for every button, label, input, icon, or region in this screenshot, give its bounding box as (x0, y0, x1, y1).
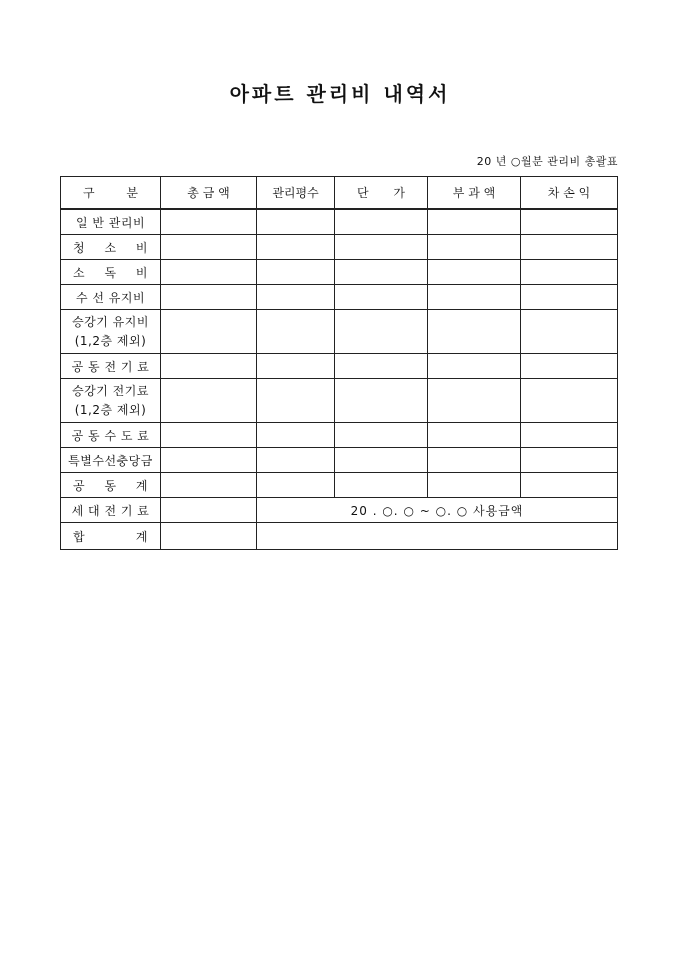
table-row (61, 235, 618, 260)
table-cell (257, 209, 335, 235)
table-cell (257, 379, 335, 423)
table-cell (521, 285, 618, 310)
table-cell (161, 379, 257, 423)
table-row (61, 473, 618, 498)
table-cell (521, 379, 618, 423)
table-cell (521, 473, 618, 498)
table-cell (521, 448, 618, 473)
table-cell (521, 354, 618, 379)
table-cell (161, 260, 257, 285)
table-row (61, 285, 618, 310)
table-row (61, 523, 618, 550)
row-label-special-repair-reserve: 특별수선충당금 (61, 448, 161, 473)
table-cell (428, 235, 521, 260)
row-label-household-electricity: 세 대 전 기 료 (61, 498, 161, 523)
table-cell (161, 498, 257, 523)
table-cell (257, 285, 335, 310)
electric-usage-period-cell: 20 . ○. ○ ~ ○. ○ 사용금액 (257, 498, 618, 523)
row-label-disinfection: 소 독 비 (61, 260, 161, 285)
table-row (61, 310, 618, 354)
table-cell (428, 209, 521, 235)
table-cell (335, 310, 428, 354)
table-cell (257, 423, 335, 448)
table-cell (521, 209, 618, 235)
table-row (61, 423, 618, 448)
table-cell (428, 354, 521, 379)
row-label-repair-maintenance: 수 선 유지비 (61, 285, 161, 310)
row-label-elevator-maintenance: 승강기 유지비 (1,2층 제외) (61, 310, 161, 354)
table-cell (161, 354, 257, 379)
table-cell (335, 473, 428, 498)
table-cell (335, 423, 428, 448)
table-cell (257, 235, 335, 260)
row-label-elevator-electricity: 승강기 전기료 (1,2층 제외) (61, 379, 161, 423)
table-cell (335, 285, 428, 310)
table-row (61, 354, 618, 379)
table-cell (428, 448, 521, 473)
table-cell (335, 260, 428, 285)
table-header-row (61, 177, 618, 210)
table-cell (521, 310, 618, 354)
table-cell (161, 310, 257, 354)
table-cell (428, 423, 521, 448)
header-managed-area: 관리평수 (257, 177, 335, 210)
table-cell (161, 448, 257, 473)
table-cell (428, 285, 521, 310)
table-cell (335, 448, 428, 473)
row-label-common-water: 공 동 수 도 료 (61, 423, 161, 448)
table-cell (521, 260, 618, 285)
header-profit-loss: 차 손 익 (521, 177, 618, 210)
table-cell (257, 354, 335, 379)
table-cell (161, 209, 257, 235)
table-cell (335, 235, 428, 260)
table-cell (335, 379, 428, 423)
header-category: 구 분 (61, 177, 161, 210)
table-cell (335, 354, 428, 379)
table-cell (161, 423, 257, 448)
header-charged-amount: 부 과 액 (428, 177, 521, 210)
row-label-common-electricity: 공 동 전 기 료 (61, 354, 161, 379)
table-cell (161, 235, 257, 260)
table-cell (257, 260, 335, 285)
table-cell (521, 235, 618, 260)
document-title: 아파트 관리비 내역서 (229, 82, 451, 106)
table-cell (257, 448, 335, 473)
table-cell (428, 310, 521, 354)
table-cell (428, 379, 521, 423)
table-cell (161, 523, 257, 550)
table-cell (257, 310, 335, 354)
table-row (61, 498, 618, 523)
row-label-grand-total: 합 계 (61, 523, 161, 550)
table-row (61, 260, 618, 285)
table-cell (161, 473, 257, 498)
row-label-general-management: 일 반 관리비 (61, 209, 161, 235)
table-cell (335, 209, 428, 235)
row-label-cleaning: 청 소 비 (61, 235, 161, 260)
fee-summary-table (60, 176, 618, 550)
table-row (61, 448, 618, 473)
table-row (61, 379, 618, 423)
table-cell (161, 285, 257, 310)
header-unit-price: 단 가 (335, 177, 428, 210)
table-row (61, 209, 618, 235)
table-cell (257, 473, 335, 498)
table-cell (521, 423, 618, 448)
table-cell (257, 523, 618, 550)
table-cell (428, 473, 521, 498)
table-cell (428, 260, 521, 285)
report-period-subtitle: 20 년 ○월분 관리비 총괄표 (476, 155, 618, 168)
header-total-amount: 총 금 액 (161, 177, 257, 210)
row-label-common-subtotal: 공 동 계 (61, 473, 161, 498)
